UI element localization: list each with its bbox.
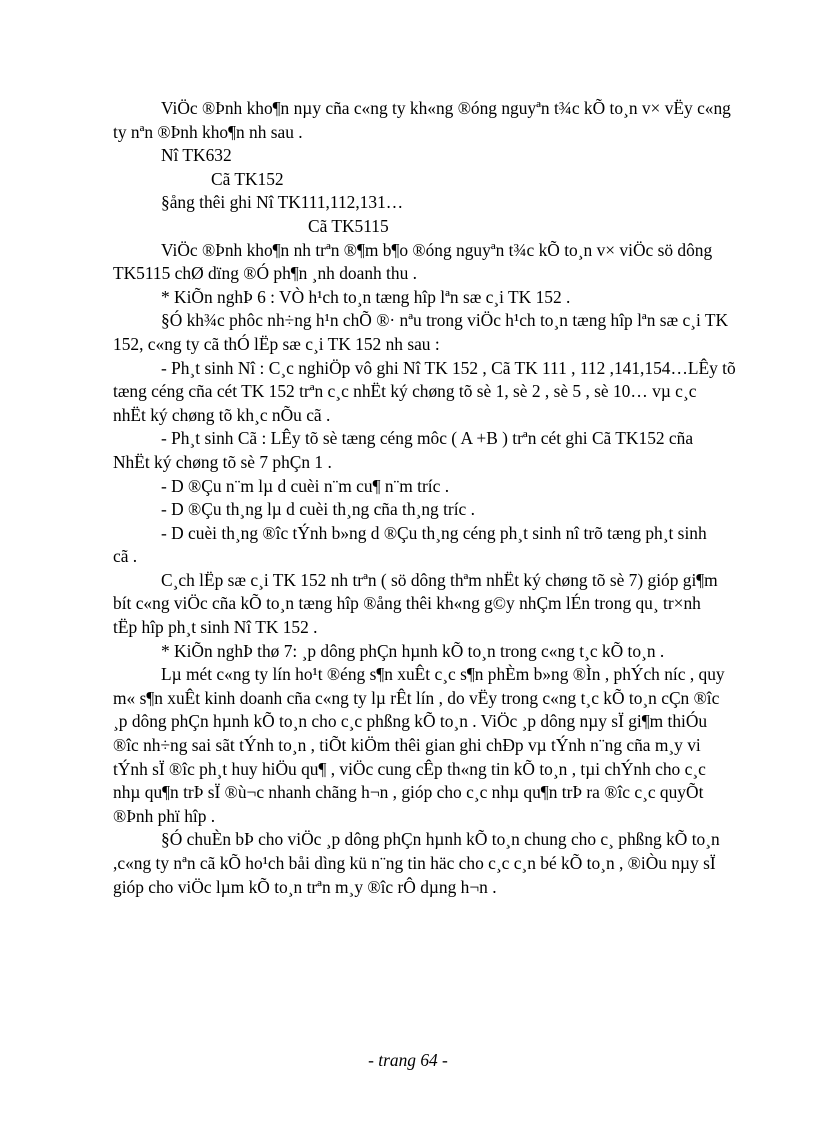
text-line: Cã TK5115 [308,215,389,236]
text-line: m« s¶n xuÊt kinh doanh cña c«ng ty lµ rÊt lín , do vËy trong c«ng t¸c kÕ to¸n cÇn ®îc [113,687,720,708]
text-line: §Ó kh¾c phôc nh÷ng h¹n chÕ ®· nªu trong viÖc h¹ch to¸n tæng hîp lªn sæ c¸i TK [161,310,729,331]
text-line: TK5115 chØ dïng ®Ó ph¶n ¸nh doanh thu . [113,263,417,284]
text-line: bít c«ng viÖc cña kÕ to¸n tæng hîp ®ång thêi kh«ng g©y nhÇm lÉn trong qu¸ tr×nh [113,593,701,614]
text-line: gióp cho viÖc lµm kÕ to¸n trªn m¸y ®îc rÔ dµng h¬n . [113,876,497,897]
text-line: ViÖc ®Þnh kho¶n nµy cña c«ng ty kh«ng ®óng nguyªn t¾c kÕ to¸n v× vËy c«ng [161,98,731,118]
text-line: Nî TK632 [161,145,232,166]
text-line: ty nªn ®Þnh kho¶n nh sau . [113,121,303,142]
text-line: Cã TK152 [211,168,284,189]
document-body [113,97,783,899]
text-line: - Ph¸t sinh Nî : C¸c nghiÖp vô ghi Nî TK 152 , Cã TK 111 , 112 ,141,154…LÊy tõ [161,357,736,378]
text-line: nhËt ký chøng tõ kh¸c nÕu cã . [113,404,331,425]
text-line: ViÖc ®Þnh kho¶n nh trªn ®¶m b¶o ®óng nguyªn t¾c kÕ to¸n v× viÖc sö dông [161,239,713,260]
text-line: - D ®Çu th¸ng lµ d cuèi th¸ng cña th¸ng tríc . [161,499,475,520]
text-line: - Ph¸t sinh Cã : LÊy tõ sè tæng céng môc ( A +B ) trªn cét ghi Cã TK152 cña [161,428,694,449]
text-line: tæng céng cña cét TK 152 trªn c¸c nhËt ký chøng tõ sè 1, sè 2 , sè 5 , sè 10… vµ c¸c [113,381,697,402]
text-line: tËp hîp ph¸t sinh Nî TK 152 . [113,617,318,638]
text-line: ¸p dông phÇn hµnh kÕ to¸n cho c¸c phßng kÕ to¸n . ViÖc ¸p dông nµy sÏ gi¶m thiÓu [113,711,708,732]
text-line: - D cuèi th¸ng ®îc tÝnh b»ng d ®Çu th¸ng céng ph¸t sinh nî trõ tæng ph¸t sinh [161,522,707,543]
text-line: Lµ mét c«ng ty lín ho¹t ®éng s¶n xuÊt c¸c s¶n phÈm b»ng ®Ìn , phÝch níc , quy [161,664,725,685]
text-line: nhµ qu¶n trÞ sÏ ®ù¬c nhanh chãng h¬n , gióp cho c¸c nhµ qu¶n trÞ ra ®îc c¸c quyÕt [113,782,704,803]
text-line: NhËt ký chøng tõ sè 7 phÇn 1 . [113,451,332,472]
text-line: ®Þnh phï hîp . [113,805,216,826]
text-line: C¸ch lËp sæ c¸i TK 152 nh trªn ( sö dông thªm nhËt ký chøng tõ sè 7) gióp gi¶m [161,569,718,590]
text-line: §ång thêi ghi Nî TK111,112,131… [161,192,404,213]
text-line: cã . [113,546,138,567]
text-line: ,c«ng ty nªn cã kÕ ho¹ch båi dìng kü n¨ng tin häc cho c¸c c¸n bé kÕ to¸n , ®iÒu nµy sÏ [113,853,716,873]
page-number-footer: - trang 64 - [368,1050,448,1070]
text-line: tÝnh sÏ ®îc ph¸t huy hiÖu qu¶ , viÖc cung cÊp th«ng tin kÕ to¸n , tµi chÝnh cho c¸c [113,758,706,779]
text-line: * KiÕn nghÞ thø 7: ¸p dông phÇn hµnh kÕ to¸n trong c«ng t¸c kÕ to¸n . [161,640,665,661]
text-line: ®îc nh÷ng sai sãt tÝnh to¸n , tiÕt kiÖm thêi gian ghi chÐp vµ tÝnh n¨ng cña m¸y vi [113,735,701,756]
text-line: * KiÕn nghÞ 6 : VÒ h¹ch to¸n tæng hîp lªn sæ c¸i TK 152 . [161,286,571,307]
text-line: 152, c«ng ty cã thÓ lËp sæ c¸i TK 152 nh sau : [113,333,440,354]
text-line: §Ó chuÈn bÞ cho viÖc ¸p dông phÇn hµnh kÕ to¸n chung cho c¸ phßng kÕ to¸n [161,829,720,850]
text-line: - D ®Çu n¨m lµ d cuèi n¨m cu¶ n¨m tríc . [161,475,450,496]
